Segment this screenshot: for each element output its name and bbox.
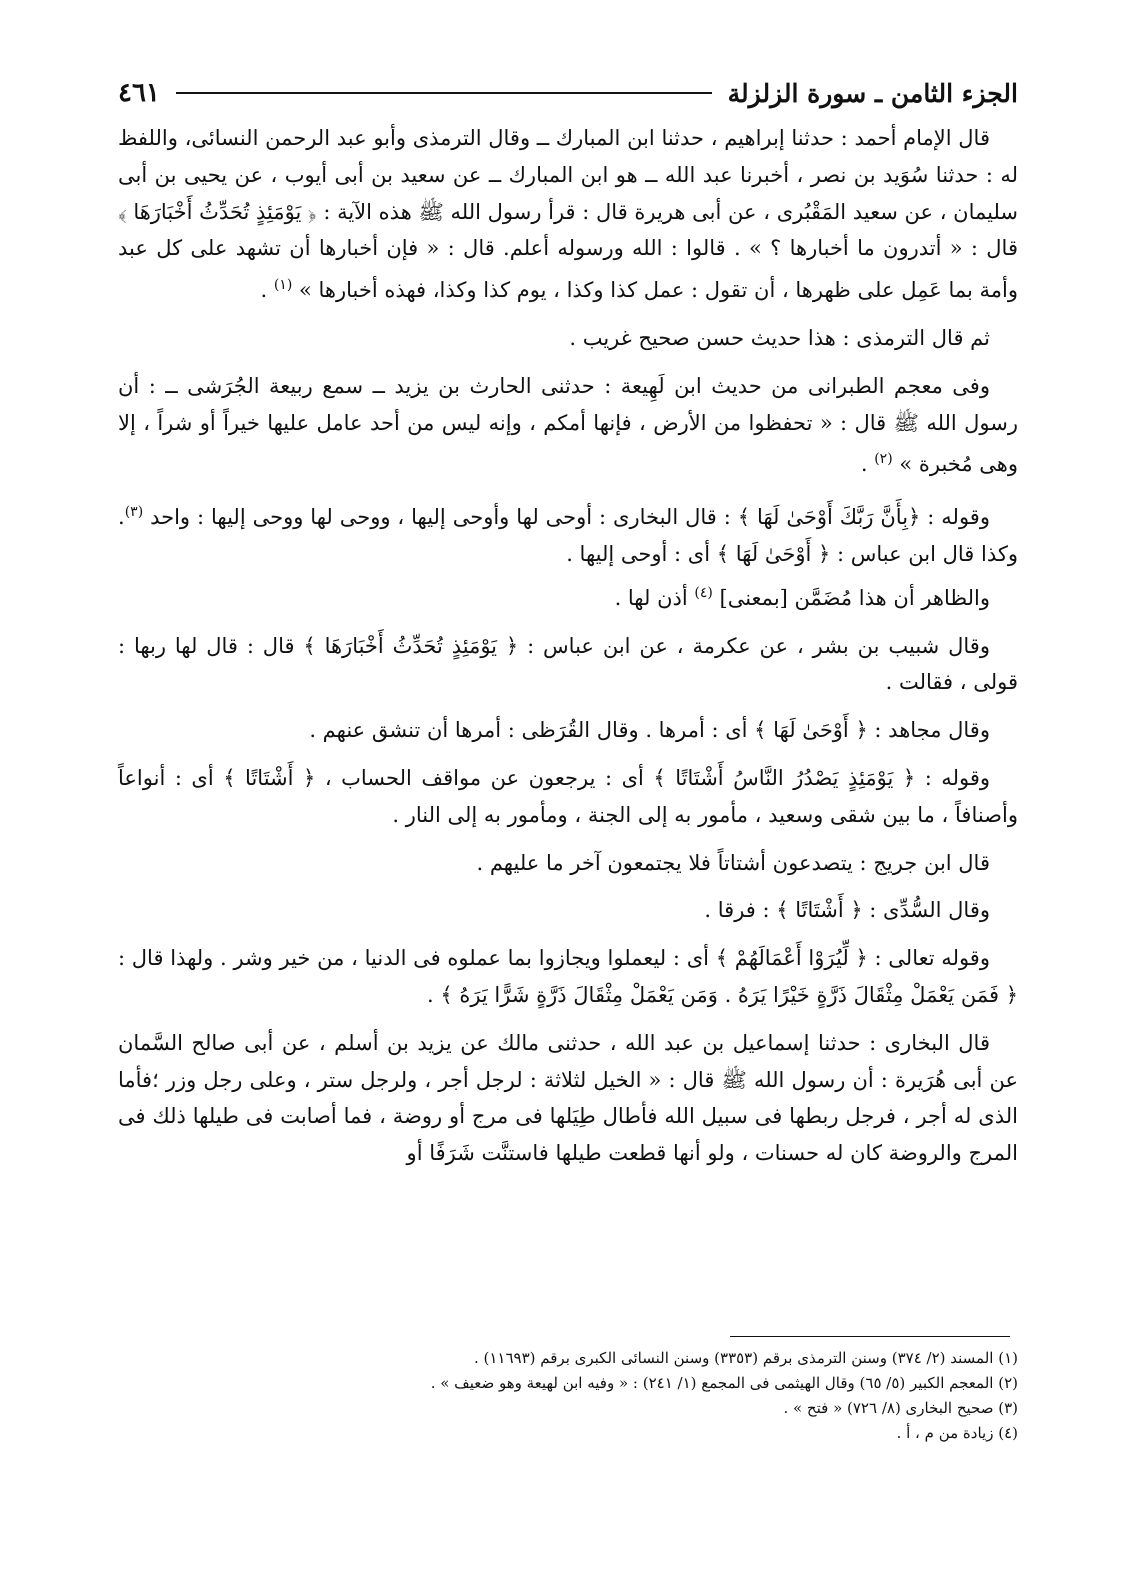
paragraph-tail: . وكذا قال ابن عباس : ﴿ أَوْحَىٰ لَهَا ﴾ أى : أوحى إليها .	[118, 505, 1018, 566]
running-title: الجزء الثامن ـ سورة الزلزلة	[727, 78, 1018, 108]
paragraph-7	[118, 712, 1018, 749]
header-rule	[176, 92, 712, 94]
footnotes	[118, 1346, 1018, 1446]
paragraph-6	[118, 628, 1018, 702]
paragraph-5	[118, 575, 1018, 617]
footnote-1: (١) المسند (٢/ ٣٧٤) وسنن الترمذى برقم (٣٣٥٣) وسنن النسائى الكبرى برقم (١١٦٩٣) .	[473, 1349, 1018, 1367]
paragraph-12	[118, 1025, 1018, 1172]
paragraph-9	[118, 845, 1018, 882]
footnote-ref: (٤)	[694, 584, 713, 601]
footnote-2: (٢) المعجم الكبير (٥/ ٦٥) وقال الهيثمى فى المجمع (١/ ٢٤١) : « وفيه ابن لهيعة وهو ضعيف » .	[430, 1374, 1018, 1392]
paragraph-11	[118, 940, 1018, 1014]
paragraph-tail: .	[860, 452, 875, 477]
footnote-ref: (٣)	[124, 504, 144, 521]
paragraph-text: قال الإمام أحمد : حدثنا إبراهيم ، حدثنا ابن المبارك ــ وقال الترمذى وأبو عبد الرحمن النسائى، واللفظ له : حدثنا سُوَيد بن نصر ، أخبرنا عبد الله ــ هو ابن المبارك ــ عن سعيد بن أبى أيوب ، عن يحيى بن أبى سليمان ، عن سعيد المَقْبُرى ، عن أبى هريرة قال : قرأ رسول الله ﷺ هذه الآية : ﴿ يَوْمَئِذٍ تُحَدِّثُ أَخْبَارَهَا ﴾ قال : « أتدرون ما أخبارها ؟ » . قالوا : الله ورسوله أعلم. قال : « فإن أخبارها أن تشهد على كل عبد وأمة بما عَمِل على ظهرها ، أن تقول : عمل كذا وكذا ، يوم كذا وكذا، فهذه أخبارها »	[118, 126, 1018, 303]
paragraph-text: وقوله : ﴿ يَوْمَئِذٍ يَصْدُرُ النَّاسُ أَشْتَاتًا ﴾ أى : يرجعون عن مواقف الحساب ، ﴿ أَشْتَاتًا ﴾ أى : أنواعاً وأصنافاً ، ما بين شقى وسعيد ، مأمور به إلى الجنة ، ومأمور به إلى النار .	[118, 765, 1018, 827]
footnote-4: (٤) زيادة من م ، أ .	[896, 1424, 1018, 1442]
paragraph-4	[118, 494, 1018, 573]
page-number: ٤٦١	[118, 78, 160, 108]
paragraph-text: وفى معجم الطبرانى من حديث ابن لَهِيعة : حدثنى الحارث بن يزيد ــ سمع ربيعة الجُرَشى ــ : أن رسول الله ﷺ قال : « تحفظوا من الأرض ، فإنها أمكم ، وإنه ليس من أحد عامل عليها خيراً أو شراً ، إلا وهى مُخبرة »	[118, 373, 1018, 477]
paragraph-text: وقال مجاهد : ﴿ أَوْحَىٰ لَهَا ﴾ أى : أمرها . وقال القُرَظى : أمرها أن تنشق عنهم .	[309, 718, 990, 743]
paragraph-text: وقوله تعالى : ﴿ لِّيُرَوْا أَعْمَالَهُمْ ﴾ أى : ليعملوا ويجازوا بما عملوه فى الدنيا ، من خير وشر . ولهذا قال : ﴿ فَمَن يَعْمَلْ مِثْقَالَ ذَرَّةٍ خَيْرًا يَرَهُ . وَمَن يَعْمَلْ مِثْقَالَ ذَرَّةٍ شَرًّا يَرَهُ ﴾ .	[118, 946, 1018, 1007]
paragraph-text: وقوله : ﴿بِأَنَّ رَبَّكَ أَوْحَىٰ لَهَا ﴾ : قال البخارى : أوحى لها وأوحى إليها ، ووحى لها ووحى إليها : واحد	[150, 505, 990, 530]
footnote-separator	[730, 1336, 1010, 1337]
paragraph-1	[118, 120, 1018, 309]
footnote-ref: (١)	[273, 277, 293, 294]
paragraph-text: وقال شبيب بن بشر ، عن عكرمة ، عن ابن عباس : ﴿ يَوْمَئِذٍ تُحَدِّثُ أَخْبَارَهَا ﴾ قال : قال لها ربها : قولى ، فقالت .	[118, 633, 1018, 695]
page-header	[118, 70, 1018, 116]
paragraph-text: والظاهر أن هذا مُضَمَّن [بمعنى]	[719, 585, 990, 610]
paragraph-tail: .	[260, 278, 274, 303]
paragraph-8	[118, 760, 1018, 834]
paragraph-10	[118, 892, 1018, 929]
paragraph-tail: أذن لها .	[614, 585, 695, 610]
paragraph-3	[118, 368, 1018, 483]
paragraph-text: ثم قال الترمذى : هذا حديث حسن صحيح غريب .	[569, 325, 990, 350]
footnote-3: (٣) صحيح البخارى (٨/ ٧٢٦) « فتح » .	[783, 1399, 1018, 1417]
paragraph-2	[118, 320, 1018, 357]
footnote-ref: (٢)	[874, 451, 893, 468]
paragraph-text: قال البخارى : حدثنا إسماعيل بن عبد الله ، حدثنى مالك عن يزيد بن أسلم ، عن أبى صالح السَّمان عن أبى هُرَيرة : أن رسول الله ﷺ قال : « الخيل لثلاثة : لرجل أجر ، ولرجل ستر ، وعلى رجل وزر ؛فأما الذى له أجر ، فرجل ربطها فى سبيل الله فأطال طِيَلها فى مرج أو روضة ، فما أصابت فى طيلها ذلك فى المرج والروضة كان له حسنات ، ولو أنها قطعت طيلها فاستنَّت شَرَفًا أو	[118, 1030, 1018, 1166]
body-text	[118, 120, 1018, 1183]
paragraph-text: قال ابن جريج : يتصدعون أشتاتاً فلا يجتمعون آخر ما عليهم .	[476, 850, 990, 875]
paragraph-text: وقال السُّدِّى : ﴿ أَشْتَاتًا ﴾ : فرقا .	[704, 898, 990, 923]
